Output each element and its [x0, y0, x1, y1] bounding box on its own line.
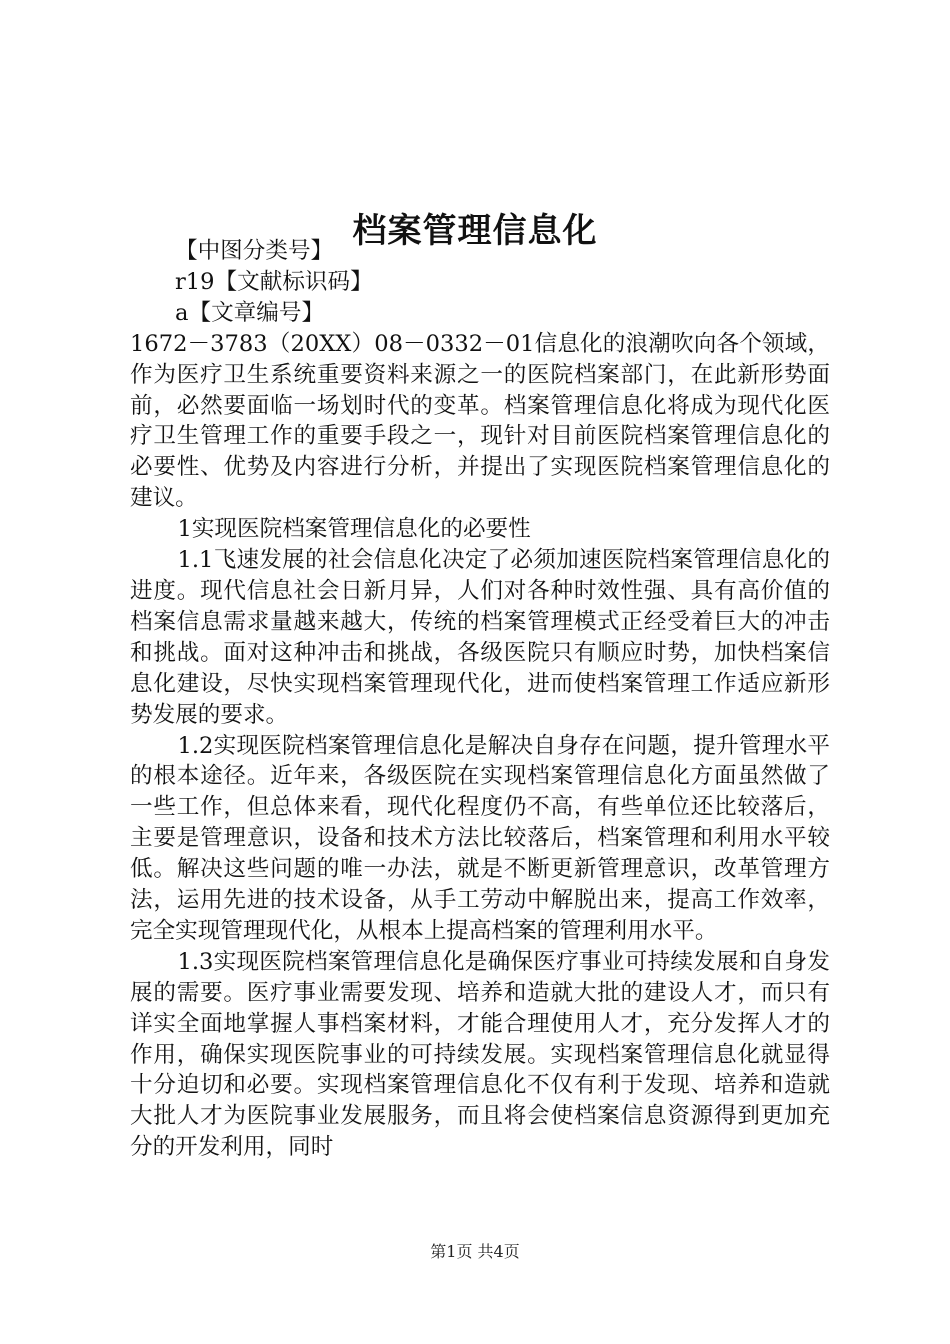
document-title: 档案管理信息化: [352, 210, 598, 251]
paragraph-1-1: 1.1飞速发展的社会信息化决定了必须加速医院档案管理信息化的进度。现代信息社会日新月异，人们对各种时效性强、具有高价值的档案信息需求量越来越大，传统的档案管理模式正经受着巨大的冲击和挑战。面对这种冲击和挑战，各级医院只有顺应时势，加快档案信息化建设，尽快实现档案管理现代化，进而使档案管理工作适应新形势发展的要求。: [130, 547, 830, 728]
paragraph-1-3: 1.3实现医院档案管理信息化是确保医疗事业可持续发展和自身发展的需要。医疗事业需要发现、培养和造就大批的建设人才，而只有详实全面地掌握人事档案材料，才能合理使用人才，充分发挥人才的作用，确保实现医院事业的可持续发展。实现档案管理信息化就显得十分迫切和必要。实现档案管理信息化不仅有利于发现、培养和造就大批人才为医院事业发展服务，而且将会使档案信息资源得到更加充分的开发利用，同时: [130, 948, 830, 1161]
article-number-line: a【文章编号】: [175, 299, 325, 326]
document-body: [130, 236, 830, 1163]
page-footer: 第1页 共4页: [430, 1242, 520, 1261]
section-heading: 1实现医院档案管理信息化的必要性: [177, 516, 531, 543]
classification-number-line: 【中图分类号】: [175, 238, 334, 264]
document-code-line: r19【文献标识码】: [175, 268, 373, 295]
paragraph-1-2: 1.2实现医院档案管理信息化是解决自身存在问题，提升管理水平的根本途径。近年来，各级医院在实现档案管理信息化方面虽然做了一些工作，但总体来看，现代化程度仍不高，有些单位还比较落后，主要是管理意识，设备和技术方法比较落后，档案管理和利用水平较低。解决这些问题的唯一办法，就是不断更新管理意识，改革管理方法，运用先进的技术设备，从手工劳动中解脱出来，提高工作效率，完全实现管理现代化，从根本上提高档案的管理利用水平。: [130, 732, 830, 944]
abstract-paragraph: 1672－3783（20XX）08－0332－01信息化的浪潮吹向各个领域，作为医疗卫生系统重要资料来源之一的医院档案部门，在此新形势面前，必然要面临一场划时代的变革。档案管理信息化将成为现代化医疗卫生管理工作的重要手段之一，现针对目前医院档案管理信息化的必要性、优势及内容进行分析，并提出了实现医院档案管理信息化的建议。: [130, 330, 830, 512]
